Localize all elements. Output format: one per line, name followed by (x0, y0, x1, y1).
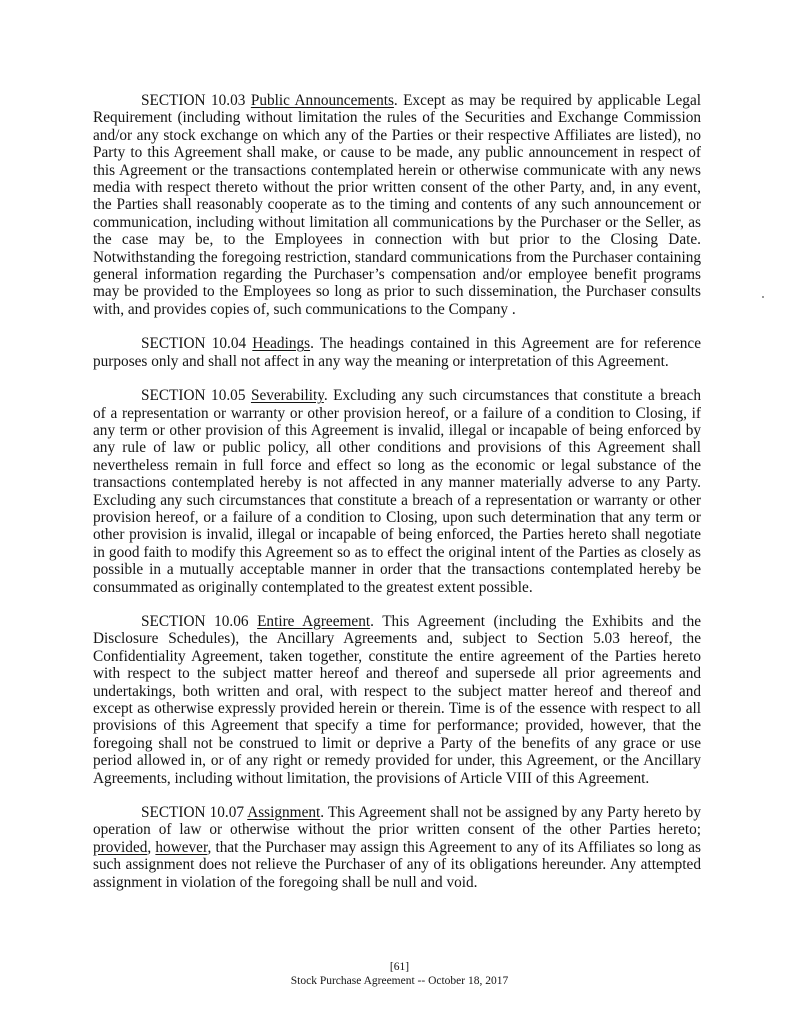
document-body (93, 92, 701, 891)
section-10-07 (93, 804, 701, 891)
comma-separator: , (147, 838, 156, 856)
section-10-06 (93, 613, 701, 787)
section-text: . This Agreement (including the Exhibits and the Disclosure Schedules), the Ancillary Agreements and, subject to Section 5.03 hereof, the Confidentiality Agreement, taken together, constitute the entire agreement of the Parties hereto with respect to the subject matter hereof and thereof and supersede all prior agreements and undertakings, both written and oral, with respect to the subject matter hereof and thereof and except as otherwise expressly provided herein or therein. Time is of the essence with respect to all provisions of this Agreement that specify a time for performance; provided, however, that the foregoing shall not be construed to limit or deprive a Party of the benefits of any grace or use period allowed in, or of any right or remedy provided for under, this Agreement, or the Ancillary Agreements, including without limitation, the provisions of Article VIII of this Agreement. (93, 612, 702, 787)
provided-term: provided (93, 838, 148, 856)
section-number: SECTION 10.06 (141, 612, 249, 630)
section-heading: Assignment (247, 804, 321, 822)
scan-speck (762, 296, 764, 298)
section-10-03 (93, 92, 701, 318)
however-term: however (155, 838, 208, 856)
page-number: [61] (389, 961, 410, 973)
section-text: . This Agreement shall not be assigned by any Party hereto by operation of law or otherwise without the prior written consent of the other Parties hereto; (93, 804, 701, 839)
section-heading: Entire Agreement (257, 612, 371, 630)
section-text-continued: , that the Purchaser may assign this Agreement to any of its Affiliates so long as such assignment does not relieve the Purchaser of any of its obligations hereunder. Any attempted assignment in violation of the foregoing shall be null and void. (93, 838, 701, 891)
section-10-04 (93, 335, 701, 370)
footer-document-title: Stock Purchase Agreement -- October 18, 2017 (290, 975, 509, 987)
section-heading: Severability (250, 387, 324, 405)
section-number: SECTION 10.03 (141, 92, 246, 109)
page-footer (0, 960, 799, 988)
section-text: . Except as may be required by applicable Legal Requirement (including without limitation the rules of the Securities and Exchange Commission and/or any stock exchange on which any of the Parties or their respective Affiliates are listed), no Party to this Agreement shall make, or cause to be made, any public announcement in respect of this Agreement or the transactions contemplated herein or otherwise communicate with any news media with respect thereto without the prior written consent of the other Party, and, in any event, the Parties shall reasonably cooperate as to the timing and contents of any such announcement or communication, including without limitation all communications by the Purchaser or the Seller, as the case may be, to the Employees in connection with but prior to the Closing Date. Notwithstanding the foregoing restriction, standard communications from the Purchaser containing general information regarding the Purchaser’s compensation and/or employee benefit programs may be provided to the Employees so long as prior to such dissemination, the Purchaser consults with, and provides copies of, such communications to the Company . (93, 92, 701, 318)
section-text: . The headings contained in this Agreement are for reference purposes only and shall not affect in any way the meaning or interpretation of this Agreement. (93, 335, 701, 370)
section-10-05 (93, 387, 701, 596)
section-number: SECTION 10.07 (141, 804, 245, 822)
section-heading: Public Announcements (250, 92, 394, 109)
section-number: SECTION 10.04 (141, 335, 247, 353)
section-heading: Headings (252, 335, 311, 353)
section-text: . Excluding any such circumstances that constitute a breach of a representation or warranty or other provision hereof, or a failure of a condition to Closing, if any term or other provision of this Agreement is invalid, illegal or incapable of being enforced by any rule of law or public policy, all other conditions and provisions of this Agreement shall nevertheless remain in full force and effect so long as the economic or legal substance of the transactions contemplated hereby is not affected in any manner materially adverse to any Party. Excluding any such circumstances that constitute a breach of a representation or warranty or other provision hereof, or a failure of a condition to Closing, upon such determination that any term or other provision is invalid, illegal or incapable of being enforced, the Parties hereto shall negotiate in good faith to modify this Agreement so as to effect the original intent of the Parties as closely as possible in a mutually acceptable manner in order that the transactions contemplated hereby be consummated as originally contemplated to the greatest extent possible. (93, 387, 701, 596)
section-number: SECTION 10.05 (141, 387, 246, 405)
